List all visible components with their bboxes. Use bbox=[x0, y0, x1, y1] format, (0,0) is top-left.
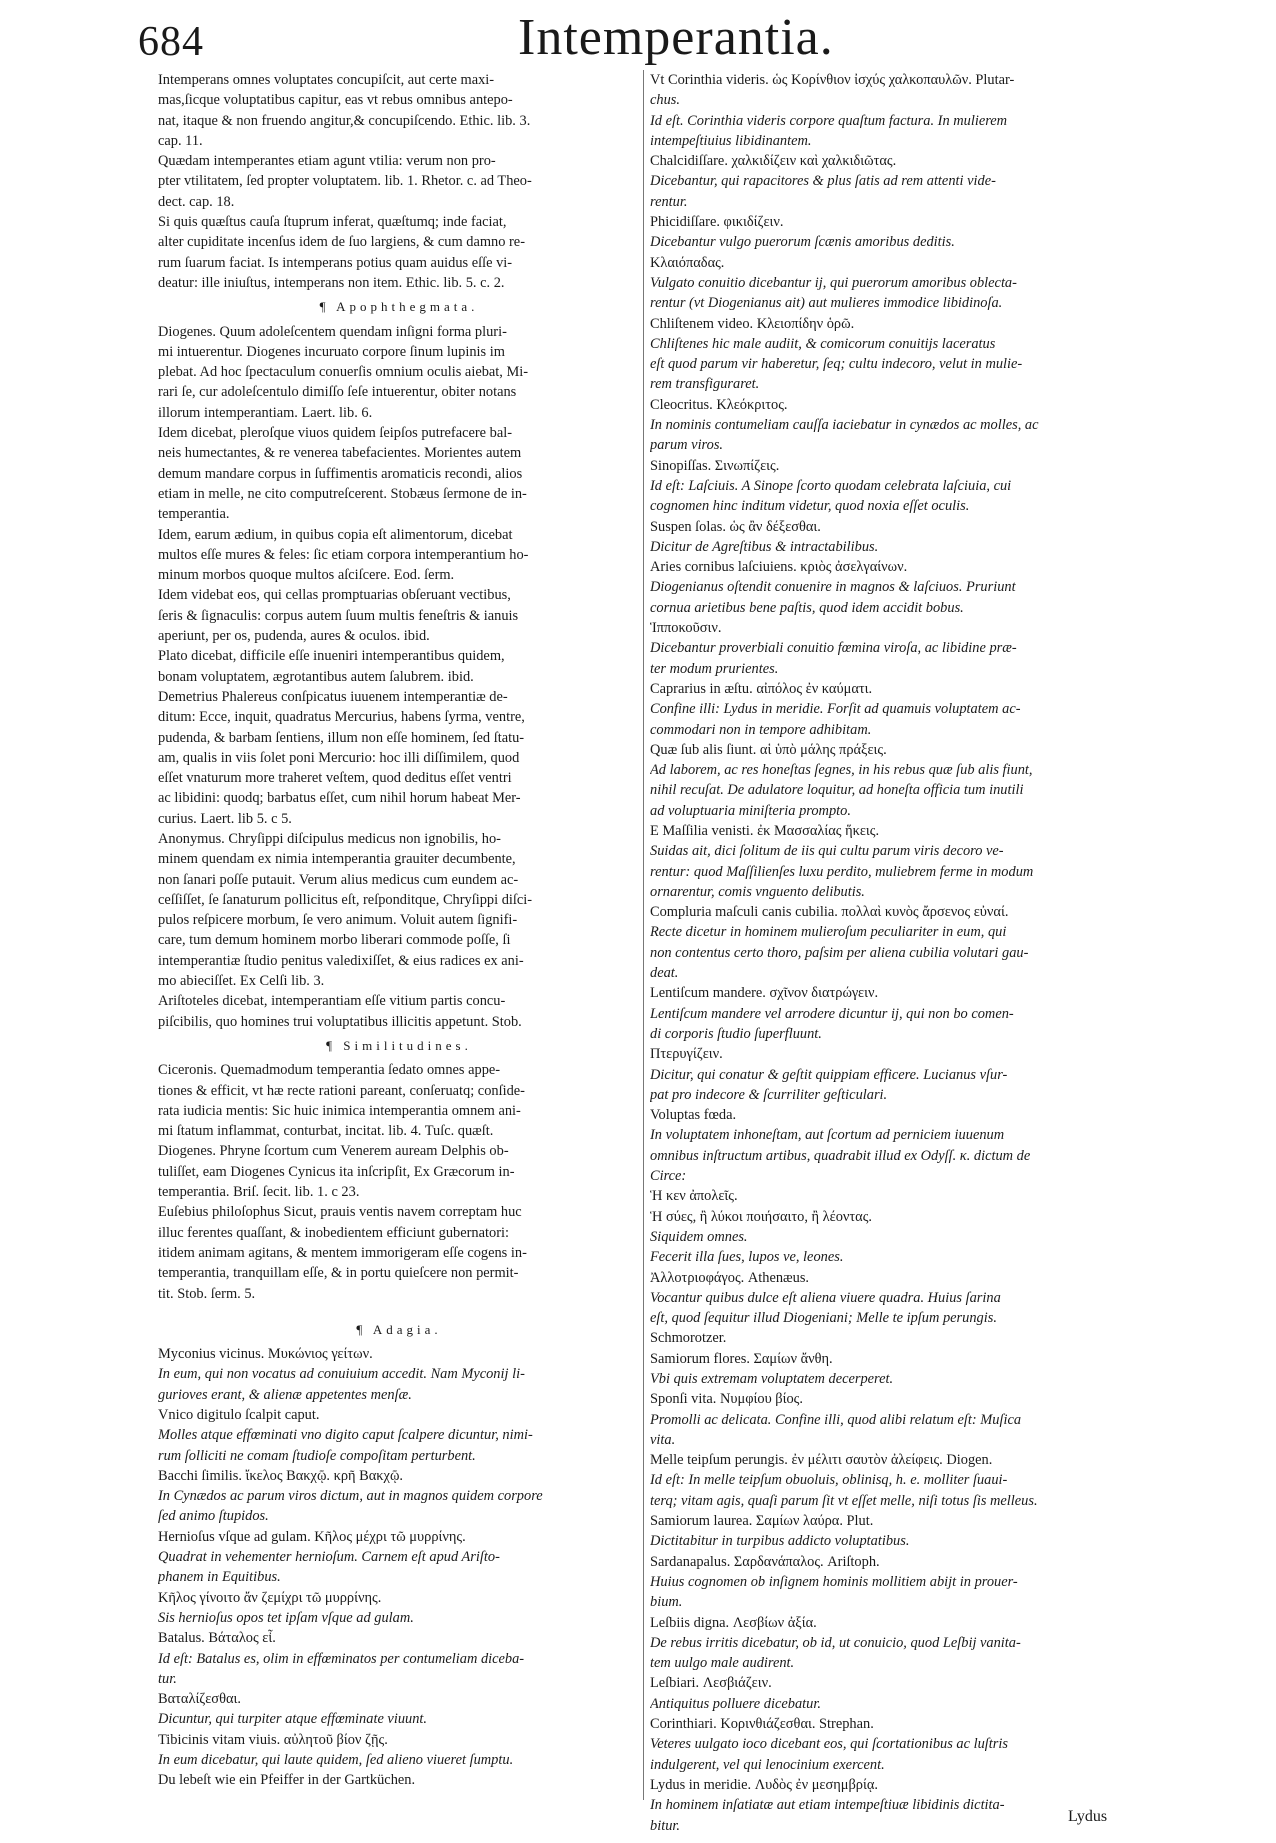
adage-line: Aries cornibus laſciuiens. κριὸς ἀσελγαίνων. bbox=[650, 559, 908, 576]
adage-line: indulgerent, vel qui lenocinium exercent. bbox=[650, 1756, 885, 1773]
adage-line: tur. bbox=[158, 1670, 177, 1687]
adage-line: In voluptatem inhoneſtam, aut ſcortum ad perniciem iuuenum bbox=[650, 1127, 1005, 1144]
adage-line: rentur. bbox=[650, 193, 688, 210]
adage-line: Ἱπποκοῦσιν. bbox=[650, 620, 722, 637]
simile-line: illuc ferentes quaſſant, & inobedientem efficiunt gubernatori: bbox=[158, 1224, 509, 1241]
adage-line: Quæ ſub alis ſiunt. αἱ ὑπὸ μάλης πράξεις. bbox=[650, 741, 887, 758]
adage-line: vita. bbox=[650, 1431, 676, 1448]
adage-line: Cleocritus. Κλεόκριτος. bbox=[650, 396, 788, 413]
adage-line: ſed animo ſtupidos. bbox=[158, 1508, 269, 1525]
adage-line: In eum, qui non vocatus ad conuiuium accedit. Nam Myconij li- bbox=[158, 1366, 525, 1383]
adage-line: In Cynædos ac parum viros dictum, aut in magnos quidem corpore bbox=[158, 1488, 543, 1505]
adage-line: Leſbiis digna. Λεσβίων ἀξία. bbox=[650, 1614, 817, 1631]
intro-line: Si quis quæſtus cauſa ſtuprum inferat, quæſtumq; inde faciat, bbox=[158, 214, 507, 231]
adage-line: Myconius vicinus. Μυκώνιος γείτων. bbox=[158, 1346, 373, 1363]
intro-line: mas,ſicque voluptatibus capitur, eas vt rebus omnibus antepo- bbox=[158, 92, 513, 109]
adage-line: Promolli ac delicata. Confine illi, quod alibi relatum eſt: Muſica bbox=[650, 1411, 1022, 1428]
adage-line: Βαταλίζεσθαι. bbox=[158, 1691, 241, 1708]
adage-line: Dicuntur, qui turpiter atque effœminate viuunt. bbox=[158, 1711, 428, 1728]
adage-line: Ἀλλοτριοφάγος. Athenæus. bbox=[650, 1269, 810, 1286]
adage-line: rentur: quod Maſſilienſes luxu perdito, muliebrem ferme in modum bbox=[650, 863, 1034, 880]
adage-line: eſt, quod ſequitur illud Diogeniani; Melle te ipſum perungis. bbox=[650, 1310, 997, 1327]
simile-line: Ciceronis. Quemadmodum temperantia ſedato omnes appe- bbox=[158, 1062, 501, 1079]
adage-line: Lentiſcum mandere. σχῖνον διατρώγειν. bbox=[650, 985, 879, 1002]
adage-line: pat pro indecore & ſcurriliter geſticulari. bbox=[650, 1086, 888, 1103]
intro-line: pter vtilitatem, ſed propter voluptatem. lib. 1. Rhetor. c. ad Theo- bbox=[158, 173, 532, 190]
apophthegm-line: am, qualis in viis ſolet poni Mercurio: hoc illi diſſimilem, quod bbox=[158, 749, 520, 766]
apophthegm-line: mo abieciſſet. Ex Celſi lib. 3. bbox=[158, 973, 325, 990]
apophthegm-line: mi intuerentur. Diogenes incuruato corpore ſinum lupinis im bbox=[158, 343, 505, 360]
simile-line: tuliſſet, eam Diogenes Cynicus ita inſcripſit, Ex Græcorum in- bbox=[158, 1163, 515, 1180]
adage-line: non contentus certo thoro, paſsim per aliena cubilia volutari gau- bbox=[650, 944, 1029, 961]
apophthegm-line: intemperantiæ ſtudio penitus valedixiſſet, & eius radices ex ani- bbox=[158, 952, 524, 969]
adage-line: Suidas ait, dici ſolitum de iis qui cultu parum viris decoro ve- bbox=[650, 843, 1004, 860]
apophthegm-line: illorum intemperantiam. Laert. lib. 6. bbox=[158, 404, 373, 421]
adage-line: Ἡ σύες, ἢ λύκοι ποιήσαιτο, ἢ λέοντας. bbox=[650, 1208, 873, 1225]
adage-line: In nominis contumeliam cauſſa iaciebatur in cynædos ac molles, ac bbox=[650, 417, 1039, 434]
adage-line: Vocantur quibus dulce eſt aliena viuere quadra. Huius ſarina bbox=[650, 1289, 1001, 1306]
adage-line: chus. bbox=[650, 92, 680, 109]
apophthegm-line: Idem dicebat, pleroſque viuos quidem ſeipſos putrefacere bal- bbox=[158, 425, 513, 442]
adage-line: Ἡ κεν ἀπολεῖς. bbox=[650, 1188, 738, 1205]
adage-line: Lentiſcum mandere vel arrodere dicuntur ij, qui non bo comen- bbox=[650, 1005, 1014, 1022]
adage-line: Suspen ſolas. ὡς ἂν δέξεσθαι. bbox=[650, 518, 821, 535]
adage-line: Vbi quis extremam voluptatem decerperet. bbox=[650, 1371, 894, 1387]
apophthegm-line: demum mandare corpus in ſuffimentis aromaticis recondi, alios bbox=[158, 465, 523, 482]
adage-line: Sis hernioſus opos tet ipſam vſque ad gulam. bbox=[158, 1609, 414, 1626]
intro-line: nat, itaque & non fruendo angitur,& concupiſcendo. Ethic. lib. 3. bbox=[158, 112, 531, 129]
apophthegm-line: Ariſtoteles dicebat, intemperantiam eſſe vitium partis concu- bbox=[158, 993, 506, 1010]
adage-line: Antiquitus polluere dicebatur. bbox=[650, 1695, 821, 1712]
apophthegm-line: Idem videbat eos, qui cellas promptuarias obſeruant vectibus, bbox=[158, 587, 511, 604]
simile-line: tiones & efficit, vt hæ recte rationi pareant, conſeruatq; conſide- bbox=[158, 1082, 525, 1099]
adage-line: Leſbiari. Λεσβιάζειν. bbox=[650, 1675, 772, 1692]
apophthegm-line: eſſet vnaturum more traheret veſtem, quod deditus eſſet ventri bbox=[158, 770, 512, 787]
adage-line: Diogenianus oſtendit conuenire in magnos & laſciuos. Pruriunt bbox=[650, 579, 1016, 596]
adage-line: Id eſt: Laſciuis. A Sinope ſcorto quodam celebrata laſciuia, cui bbox=[650, 477, 1012, 494]
adage-line: Dicitur, qui conatur & geſtit quippiam efficere. Lucianus vſur- bbox=[650, 1066, 1008, 1083]
adage-line: Quadrat in vehementer hernioſum. Carnem eſt apud Ariſto- bbox=[158, 1549, 500, 1566]
apophthegm-line: piſcibilis, quo homines trui voluptatibus illicitis appetunt. Stob. bbox=[158, 1013, 522, 1030]
intro-line: alter cupiditate incenſus idem de ſuo largiens, & cum damno re- bbox=[158, 234, 525, 251]
adage-line: Samiorum flores. Σαμίων ἄνθη. bbox=[650, 1350, 833, 1367]
adage-line: Voluptas fœda. bbox=[650, 1107, 737, 1124]
simile-line: mi ſtatum inflammat, conturbat, incitat. lib. 4. Tuſc. quæſt. bbox=[158, 1123, 494, 1140]
adage-line: Molles atque effœminati vno digito caput ſcalpere dicuntur, nimi- bbox=[158, 1427, 533, 1444]
adage-line: Vulgato conuitio dicebantur ij, qui puerorum amoribus oblecta- bbox=[650, 274, 1017, 291]
adage-line: Vnico digitulo ſcalpit caput. bbox=[158, 1407, 320, 1423]
adage-line: Huius cognomen ob inſignem hominis mollitiem abijt in prouer- bbox=[650, 1573, 1018, 1590]
adage-line: Caprarius in æſtu. αἰπόλος ἐν καύματι. bbox=[650, 680, 873, 697]
apophthegm-line: minem quendam ex nimia intemperantia grauiter decumbente, bbox=[158, 851, 516, 868]
apophthegm-line: rari ſe, cur adoleſcentulo dimiſſo ſeſe intuerentur, obiter notans bbox=[158, 384, 517, 401]
apophthegm-line: etiam in melle, ne cito computreſcerent. Stobæus ſermone de in- bbox=[158, 485, 527, 502]
section-heading-apophthegmata: ¶ Apophthegmata. bbox=[319, 299, 479, 315]
adage-line: phanem in Equitibus. bbox=[158, 1569, 281, 1586]
adage-line: In eum dicebatur, qui laute quidem, ſed alieno viueret ſumptu. bbox=[158, 1752, 514, 1769]
adage-line: E Maſſilia venisti. ἐκ Μασσαλίας ἥκεις. bbox=[650, 822, 880, 839]
apophthegm-line: non ſanari poſſe putauit. Verum alius medicus cum eundem ac- bbox=[158, 871, 519, 888]
apophthegm-line: Plato dicebat, difficile eſſe inueniri intemperantibus quidem, bbox=[158, 648, 505, 665]
adage-line: Ad laborem, ac res honeſtas ſegnes, in his rebus quæ ſub alis fiunt, bbox=[650, 762, 1033, 779]
adage-line: Vt Corinthia videris. ὡς Κορίνθιον ἰσχύς χαλκοπαυλῶν. Plutar- bbox=[650, 72, 1015, 88]
apophthegm-line: care, tum demum hominem morbo liberari commode poſſe, ſi bbox=[158, 932, 511, 949]
adage-line: tem uulgo male audirent. bbox=[650, 1655, 795, 1672]
adage-line: Bacchi ſimilis. ἴκελος Βακχῷ. κρῆ Βακχῷ. bbox=[158, 1467, 404, 1484]
left-column bbox=[158, 70, 640, 1791]
catchword: Lydus bbox=[1068, 1808, 1108, 1825]
adage-line: Hernioſus vſque ad gulam. Κῆλος μέχρι τῶ μυρρίνης. bbox=[158, 1528, 466, 1545]
adage-line: In hominem inſatiatæ aut etiam intempeſtiuæ libidinis dictita- bbox=[650, 1797, 1005, 1814]
adage-line: Batalus. Βάταλος εἶ. bbox=[158, 1630, 276, 1647]
apophthegm-line: aperiunt, per os, pudenda, aures & oculos. ibid. bbox=[158, 628, 430, 645]
adage-line: Id eſt: In melle teipſum obuoluis, oblinisq, h. e. molliter ſuaui- bbox=[650, 1472, 1008, 1489]
adage-line: Phicidiſſare. φικιδίζειν. bbox=[650, 214, 784, 231]
apophthegm-line: curius. Laert. lib 5. c 5. bbox=[158, 810, 292, 827]
apophthegm-line: ceſſiſſet, ſe ſanaturum pollicitus eſt, reſponditque, Chryſippi diſci- bbox=[158, 891, 533, 908]
adage-line: ter modum prurientes. bbox=[650, 660, 779, 677]
adage-line: intempeſtiuius libidinantem. bbox=[650, 132, 812, 149]
adage-line: rem transfiguraret. bbox=[650, 376, 760, 393]
page-title: Intemperantia. bbox=[518, 9, 834, 66]
adage-line: Sardanapalus. Σαρδανάπαλος. Ariſtoph. bbox=[650, 1553, 880, 1570]
apophthegm-line: Demetrius Phalereus conſpicatus iuuenem intemperantiæ de- bbox=[158, 688, 508, 705]
adage-line: ornarentur, comis vnguento delibutis. bbox=[650, 883, 865, 900]
adage-line: Chalcidiſſare. χαλκιδίζειν καὶ χαλκιδιῶτας. bbox=[650, 153, 897, 170]
intro-line: deatur: ille iniuſtus, intemperans non item. Ethic. lib. 5. c. 2. bbox=[158, 274, 505, 291]
adage-line: Dictitabitur in turpibus addicto voluptatibus. bbox=[650, 1533, 910, 1550]
adage-line: Fecerit illa ſues, lupos ve, leones. bbox=[650, 1249, 844, 1266]
intro-line: Quædam intemperantes etiam agunt vtilia: verum non pro- bbox=[158, 153, 496, 170]
adage-line: Dicebantur proverbiali conuitio fœmina viroſa, ac libidine præ- bbox=[650, 640, 1017, 657]
adage-line: Id eſt. Corinthia videris corpore quaſtum factura. In mulierem bbox=[650, 112, 1008, 129]
adage-line: Id eſt: Batalus es, olim in effœminatos per contumeliam diceba- bbox=[158, 1650, 525, 1667]
adage-line: terq; vitam agis, quaſi parum ſit vt eſſet melle, niſi totus ſis melleus. bbox=[650, 1492, 1038, 1509]
adage-line: Compluria maſculi canis cubilia. πολλαὶ κυνὸς ἄρσενος εὐναί. bbox=[650, 904, 1009, 921]
adage-line: commodari non in tempore adhibitam. bbox=[650, 721, 872, 738]
adage-line: Circe: bbox=[650, 1168, 687, 1185]
adage-line: gurioves erant, & alienæ appetentes menſæ. bbox=[158, 1386, 412, 1403]
column-divider bbox=[643, 70, 644, 1800]
adage-line: Sponſi vita. Νυμφίου βίος. bbox=[650, 1391, 803, 1408]
apophthegm-line: multos eſſe mures & feles: ſic etiam corpora intemperantium ho- bbox=[158, 546, 529, 563]
simile-line: rata iudicia mentis: Sic huic inimica intemperantia omnem ani- bbox=[158, 1102, 521, 1119]
adage-line: Siquidem omnes. bbox=[650, 1228, 748, 1245]
simile-line: tit. Stob. ſerm. 5. bbox=[158, 1285, 256, 1302]
apophthegm-line: temperantia. bbox=[158, 506, 230, 523]
simile-line: temperantia. Briſ. ſecit. lib. 1. c 23. bbox=[158, 1184, 360, 1201]
adage-line: Chliſtenes hic male audiit, & comicorum conuitijs laceratus bbox=[650, 335, 996, 352]
adage-line: rentur (vt Diogenianus ait) aut mulieres immodice libidinoſa. bbox=[650, 295, 1003, 312]
simile-line: temperantia, tranquillam eſſe, & in portu quieſcere non permit- bbox=[158, 1265, 519, 1282]
adage-line: Schmorotzer. bbox=[650, 1330, 727, 1347]
adage-line: Dicebantur vulgo puerorum ſcænis amoribus deditis. bbox=[650, 234, 955, 251]
adage-line: parum viros. bbox=[650, 437, 724, 454]
simile-line: Euſebius philoſophus Sicut, prauis ventis navem correptam huc bbox=[158, 1204, 522, 1221]
adage-line: bium. bbox=[650, 1594, 683, 1611]
page-number: 684 bbox=[138, 19, 204, 65]
adage-line: Tibicinis vitam viuis. αὐλητοῦ βίον ζῇς. bbox=[158, 1731, 388, 1748]
section-heading-similitudines: ¶ Similitudines. bbox=[326, 1037, 472, 1053]
adage-line: Sinopiſſas. Σινωπίζεις. bbox=[650, 457, 780, 474]
adage-line: Du lebeſt wie ein Pfeiffer in der Gartküchen. bbox=[158, 1772, 416, 1789]
apophthegm-line: Diogenes. Quum adoleſcentem quendam inſigni forma pluri- bbox=[158, 323, 507, 340]
adage-line: Chliſtenem video. Κλειοπίδην ὁρῶ. bbox=[650, 315, 855, 332]
adage-line: di corporis ſtudio ſuperfluunt. bbox=[650, 1025, 822, 1042]
adage-line: Κλαιόπαδας. bbox=[650, 254, 725, 271]
adage-line: Corinthiari. Κορινθιάζεσθαι. Strephan. bbox=[650, 1716, 874, 1733]
apophthegm-line: Idem, earum ædium, in quibus copia eſt alimentorum, dicebat bbox=[158, 526, 513, 543]
adage-line: Confine illi: Lydus in meridie. Forſit ad quamuis voluptatem ac- bbox=[650, 701, 1021, 718]
adage-line: eſt quod parum vir haberetur, ſeq; cultu indecoro, velut in mulie- bbox=[650, 356, 1023, 373]
apophthegm-line: bonam voluptatem, ægrotantibus autem ſalubrem. ibid. bbox=[158, 668, 474, 685]
apophthegm-line: plebat. Ad hoc ſpectaculum conuerſis omnium oculis aiebat, Mi- bbox=[158, 364, 529, 381]
adage-line: Πτερυγίζειν. bbox=[650, 1046, 723, 1063]
adage-line: Samiorum laurea. Σαμίων λαύρα. Plut. bbox=[650, 1513, 874, 1530]
apophthegm-line: pulos reſpicere morbum, ſe vero animum. Voluit autem ſignifi- bbox=[158, 912, 518, 929]
adage-line: rum ſolliciti ne comam ſtudioſe compoſitam perturbent. bbox=[158, 1447, 476, 1464]
intro-line: dect. cap. 18. bbox=[158, 193, 235, 210]
adage-line: Lydus in meridie. Λυδὸς ἐν μεσημβρίᾳ. bbox=[650, 1776, 878, 1793]
apophthegm-line: Anonymus. Chryſippi diſcipulus medicus non ignobilis, ho- bbox=[158, 830, 501, 847]
apophthegm-line: pudenda, & barbam ſentiens, illum non eſſe hominem, ſed ſtatu- bbox=[158, 729, 525, 746]
adage-line: Κῆλος γίνοιτο ἄν ζεμίχρι τῶ μυρρίνης. bbox=[158, 1589, 382, 1606]
adage-line: bitur. bbox=[650, 1817, 680, 1834]
adage-line: cognomen hinc inditum videtur, quod noxia eſſet oculis. bbox=[650, 498, 970, 515]
simile-line: Diogenes. Phryne ſcortum cum Venerem auream Delphis ob- bbox=[158, 1143, 509, 1160]
adage-line: Dicitur de Agreſtibus & intractabilibus. bbox=[650, 538, 879, 555]
apophthegm-line: ſeris & ſignaculis: corpus autem ſuum multis feneſtris & ianuis bbox=[158, 607, 519, 624]
apophthegm-line: ditum: Ecce, inquit, quadratus Mercurius, habens ſyrma, ventre, bbox=[158, 709, 525, 726]
adage-line: Veteres uulgato ioco dicebant eos, qui ſcortationibus ac luſtris bbox=[650, 1736, 1008, 1753]
adage-line: deat. bbox=[650, 965, 679, 982]
adage-line: Melle teipſum perungis. ἐν μέλιτι σαυτὸν ἀλείφεις. Diogen. bbox=[650, 1452, 993, 1469]
right-column bbox=[650, 70, 1150, 1836]
adage-line: De rebus irritis dicebatur, ob id, ut conuicio, quod Leſbij vanita- bbox=[650, 1634, 1021, 1651]
apophthegm-line: neis humectantes, & re venerea tabefacientes. Morientes autem bbox=[158, 445, 522, 462]
intro-line: Intemperans omnes voluptates concupiſcit, aut certe maxi- bbox=[158, 72, 495, 88]
adage-line: Dicebantur, qui rapacitores & plus ſatis ad rem attenti vide- bbox=[650, 173, 996, 190]
section-gap bbox=[158, 1304, 640, 1316]
adage-line: omnibus inſtructum artibus, quadrabit illud ex Odyſſ. κ. dictum de bbox=[650, 1147, 1031, 1164]
adage-line: nihil recuſat. De adulatore loquitur, ad honeſta officia tum inutili bbox=[650, 782, 1024, 799]
adage-line: cornua arietibus bene paſtis, quod idem accidit bobus. bbox=[650, 599, 964, 616]
apophthegm-line: ac libidini: quodq; barbatus eſſet, cum nihil horum habeat Mer- bbox=[158, 790, 521, 807]
intro-line: cap. 11. bbox=[158, 132, 203, 149]
apophthegm-line: minum morbos quoque multos aſciſcere. Eod. ſerm. bbox=[158, 567, 455, 584]
intro-line: rum ſuarum faciat. Is intemperans potius quam auidus eſſe vi- bbox=[158, 254, 513, 271]
adage-line: Recte dicetur in hominem mulieroſum peculiariter in eum, qui bbox=[650, 924, 1007, 941]
simile-line: itidem animam agitans, & mentem immorigeram eſſe cogens in- bbox=[158, 1244, 527, 1261]
section-heading-adagia: ¶ Adagia. bbox=[356, 1321, 442, 1337]
adage-line: ad voluptuaria miniſteria prompto. bbox=[650, 802, 851, 819]
